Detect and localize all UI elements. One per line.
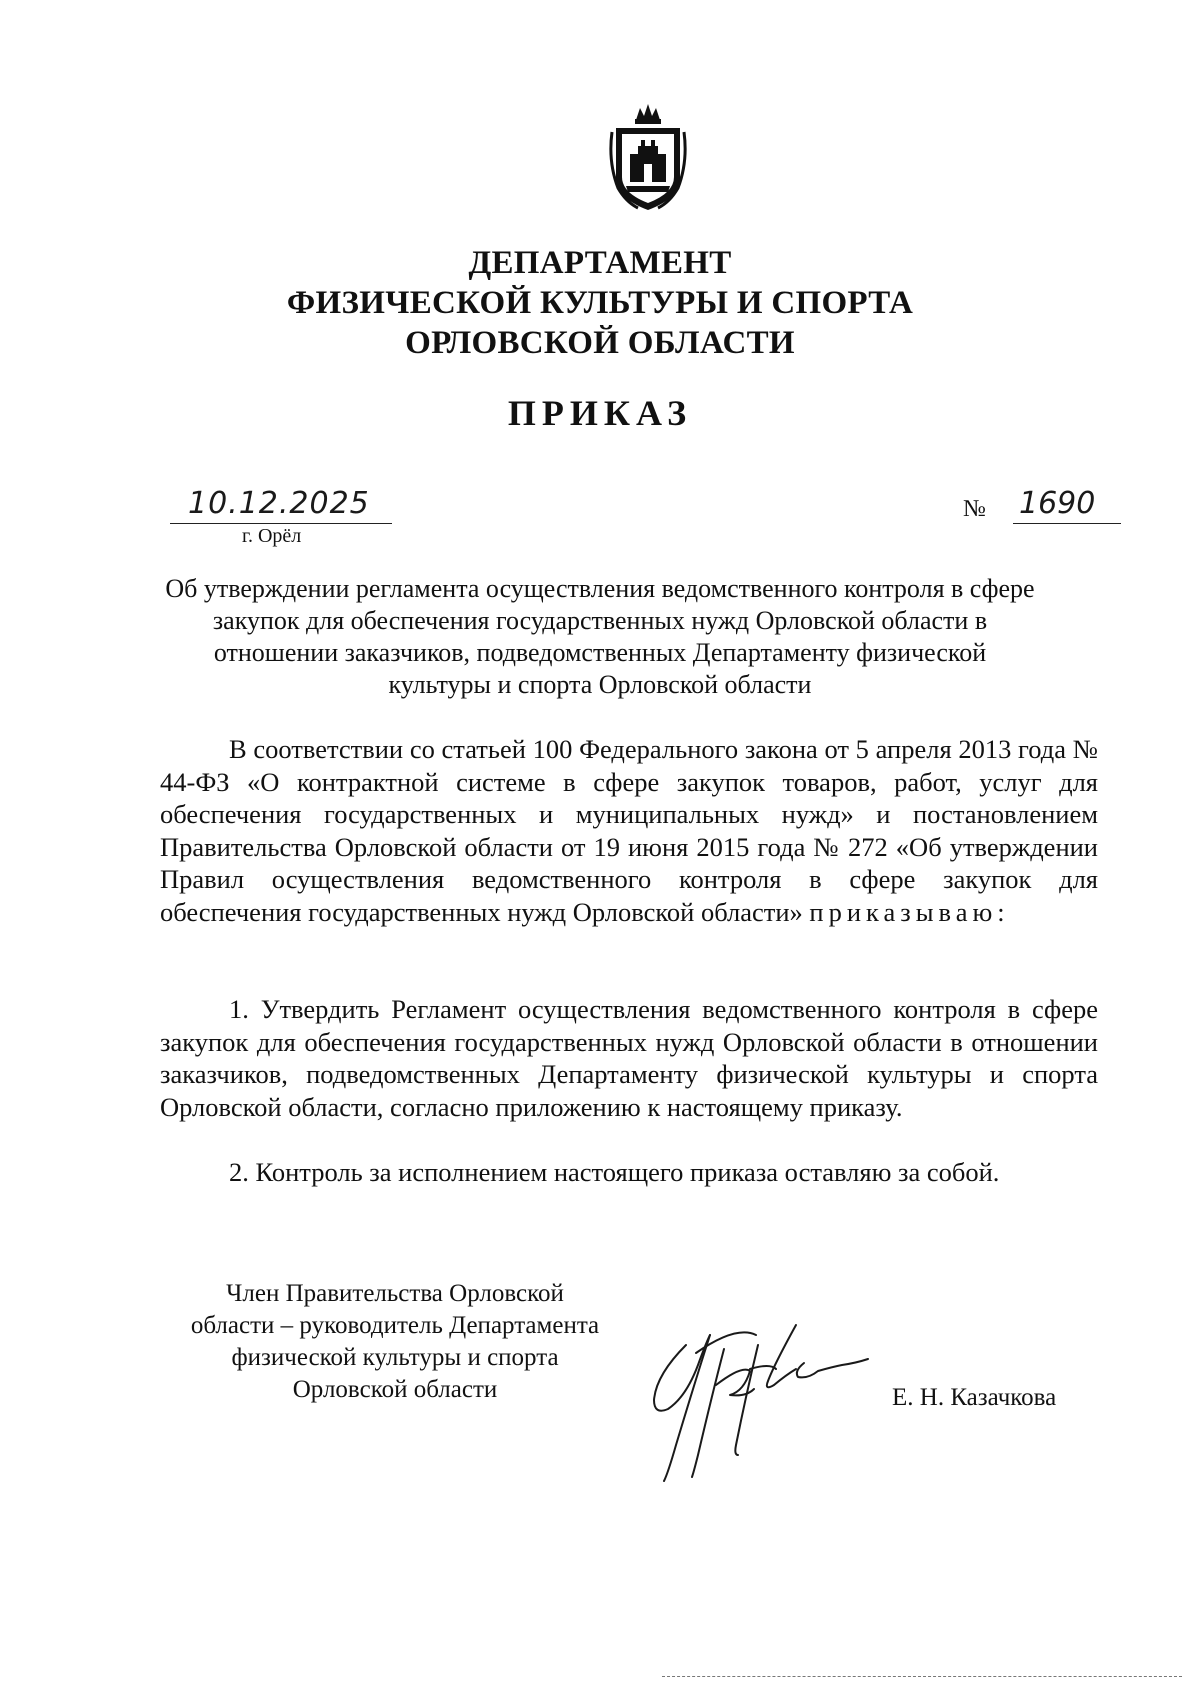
signer-position-line-2: области – руководитель Департамента — [190, 1312, 600, 1339]
document-date: 10.12.2025 — [188, 486, 370, 521]
number-block — [963, 486, 1143, 531]
signer-position-line-4: Орловской области — [292, 1376, 498, 1403]
city-label: г. Орёл — [242, 525, 302, 547]
header-line-3: ОРЛОВСКОЙ ОБЛАСТИ — [405, 325, 795, 361]
date-underline — [170, 523, 392, 524]
preamble-text: В соответствии со статьей 100 Федерального закона от 5 апреля 2013 года № 44-ФЗ «О контрактной системе в сфере закупок товаров, работ, услуг для обеспечения государственных и муниципальных нужд» и постановлением Правительства Орловской области от 19 июня 2015 года № 272 «Об утверждении Правил осуществления ведомственного контроля в сфере закупок для обеспечения государственных нужд Орловской области» — [160, 734, 1098, 927]
document-number: 1690 — [1019, 486, 1096, 521]
order-item-1: 1. Утвердить Регламент осуществления ведомственного контроля в сфере закупок для обеспечения государственных нужд Орловской области в отношении заказчиков, подведомственных Департаменту физической культуры и спорта Орловской области, согласно приложению к настоящему приказу. — [160, 994, 1098, 1122]
header-line-1: ДЕПАРТАМЕНТ — [468, 245, 732, 281]
page-bottom-line — [662, 1676, 1182, 1677]
date-block — [170, 486, 410, 546]
coat-of-arms-icon — [608, 102, 688, 214]
department-header — [0, 243, 1200, 363]
signer-name: Е. Н. Казачкова — [892, 1384, 1057, 1411]
order-word: приказываю: — [809, 896, 1010, 927]
document-type-title: ПРИКАЗ — [507, 393, 693, 433]
document-subject: Об утверждении регламента осуществления ведомственного контроля в сфере закупок для обеспечения государственных нужд Орловской области в отношении заказчиков, подведомственных Департаменту физической культуры и спорта Орловской области — [165, 574, 1035, 699]
signer-position-line-3: физической культуры и спорта — [231, 1344, 559, 1371]
signer-position-line-1: Член Правительства Орловской — [226, 1280, 564, 1307]
header-line-2: ФИЗИЧЕСКОЙ КУЛЬТУРЫ И СПОРТА — [286, 285, 914, 321]
signer-position — [160, 1278, 630, 1406]
preamble-paragraph — [160, 733, 1098, 928]
number-sign: № — [963, 496, 986, 522]
order-item-2: 2. Контроль за исполнением настоящего приказа оставляю за собой. — [229, 1157, 1000, 1187]
handwritten-signature-icon — [646, 1305, 876, 1485]
number-underline — [1013, 523, 1121, 524]
